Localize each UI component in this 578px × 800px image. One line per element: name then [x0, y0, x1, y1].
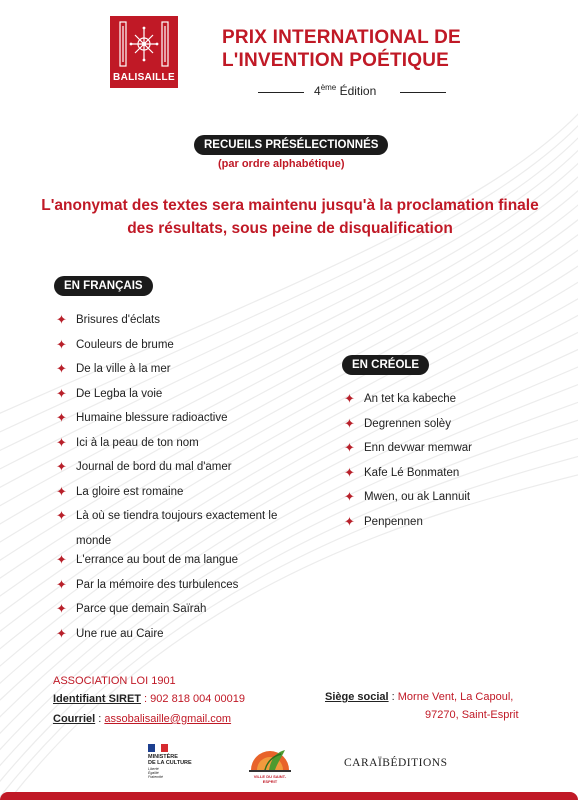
shortlist-pill: RECUEILS PRÉSÉLECTIONNÉS [194, 135, 388, 155]
list-item: ✦ De la ville à la mer [56, 361, 171, 376]
town-name: VILLE DU SAINT-ESPRIT [253, 774, 287, 784]
french-list [54, 313, 324, 651]
caraibeditions-logo: CARAÏBÉDITIONS [344, 757, 448, 769]
star-bullet-icon: ✦ [56, 410, 67, 425]
list-item: ✦ An tet ka kabeche [344, 391, 457, 406]
bottom-accent-bar [0, 792, 578, 800]
edition-superscript: ème [320, 83, 337, 92]
siege-value-line-1: Morne Vent, La Capoul, [397, 691, 514, 703]
list-item: ✦ L'errance au bout de ma langue [56, 552, 239, 567]
list-item: ✦ Par la mémoire des turbulences [56, 576, 239, 592]
ministry-motto-1: Liberté [148, 767, 159, 771]
email-line [53, 713, 231, 725]
edition-rule-left [258, 92, 304, 93]
edition-word: Édition [336, 84, 377, 98]
siret-line [53, 693, 245, 705]
siege-line [325, 691, 513, 703]
star-bullet-icon: ✦ [344, 513, 355, 529]
anonymity-warning: L'anonymat des textes sera maintenu jusqu'à la proclamation finale des résultats, sous peine de disqualification [41, 197, 539, 237]
star-bullet-icon: ✦ [56, 508, 67, 523]
star-bullet-icon: ✦ [56, 459, 67, 474]
star-bullet-icon: ✦ [56, 601, 67, 616]
star-bullet-icon: ✦ [56, 576, 67, 592]
list-item: ✦ De Legba la voie [56, 385, 163, 401]
logo-text: BALISAILLE [113, 72, 175, 83]
list-item: ✦ Degrennen solèy [344, 415, 451, 431]
star-bullet-icon: ✦ [56, 483, 67, 499]
siege-line-2 [425, 709, 519, 721]
creole-list [342, 392, 542, 539]
ministry-motto-2: Égalité [148, 771, 159, 775]
list-item: ✦ Brisures d'éclats [56, 312, 161, 327]
title-line-2: L'INVENTION POÉTIQUE [222, 50, 450, 71]
logo-emblem-icon [117, 20, 171, 70]
list-item: ✦ Parce que demain Saïrah [56, 601, 207, 616]
email-separator: : [95, 713, 105, 725]
list-item: ✦ Humaine blessure radioactive [56, 410, 228, 425]
town-emblem-icon [247, 740, 293, 774]
association-type: ASSOCIATION LOI 1901 [53, 675, 176, 687]
list-item: ✦ Ici à la peau de ton nom [56, 434, 199, 450]
edition-rule-right [400, 92, 446, 93]
email-link[interactable]: assobalisaille@gmail.com [104, 713, 232, 725]
star-bullet-icon: ✦ [344, 440, 355, 455]
siege-label: Siège social [325, 691, 389, 703]
edition-label [314, 83, 376, 98]
list-item: ✦ Penpennen [344, 513, 423, 529]
star-bullet-icon: ✦ [344, 391, 355, 406]
ministry-line-2: DE LA CULTURE [148, 760, 192, 766]
list-item: ✦ Là où se tiendra toujours exactement le monde [56, 508, 278, 547]
siret-label: Identifiant SIRET [53, 693, 141, 705]
siege-separator: : [388, 691, 398, 703]
balisaille-logo [110, 16, 178, 88]
list-item: ✦ Journal de bord du mal d'amer [56, 459, 232, 474]
alphabetical-note: (par ordre alphabétique) [218, 158, 345, 170]
edition-number: 4 [314, 84, 321, 98]
star-bullet-icon: ✦ [56, 385, 67, 401]
title-line-1: PRIX INTERNATIONAL DE [222, 27, 461, 48]
saint-esprit-logo [247, 740, 293, 784]
list-item: ✦ Une rue au Caire [56, 625, 164, 641]
star-bullet-icon: ✦ [344, 489, 355, 504]
creole-section-pill: EN CRÉOLE [342, 355, 429, 375]
list-item: ✦ Enn devwar memwar [344, 440, 473, 455]
french-flag-icon [148, 744, 168, 752]
list-item: ✦ Couleurs de brume [56, 336, 174, 352]
email-label: Courriel [53, 713, 96, 725]
star-bullet-icon: ✦ [344, 415, 355, 431]
star-bullet-icon: ✦ [56, 434, 67, 450]
star-bullet-icon: ✦ [56, 361, 67, 376]
star-bullet-icon: ✦ [344, 464, 355, 480]
siret-value: : 902 818 004 00019 [141, 693, 245, 705]
page-title [222, 26, 461, 72]
star-bullet-icon: ✦ [56, 336, 67, 352]
siege-value-line-2: 97270, Saint-Esprit [425, 709, 519, 721]
ministry-culture-logo [148, 744, 218, 779]
ministry-motto-3: Fraternité [148, 775, 163, 779]
list-item: ✦ La gloire est romaine [56, 483, 184, 499]
star-bullet-icon: ✦ [56, 552, 67, 567]
star-bullet-icon: ✦ [56, 625, 67, 641]
french-section-pill: EN FRANÇAIS [54, 276, 153, 296]
list-item: ✦ Kafe Lé Bonmaten [344, 464, 460, 480]
star-bullet-icon: ✦ [56, 312, 67, 327]
ministry-line-1: MINISTÈRE [148, 754, 178, 760]
list-item: ✦ Mwen, ou ak Lannuit [344, 489, 471, 504]
